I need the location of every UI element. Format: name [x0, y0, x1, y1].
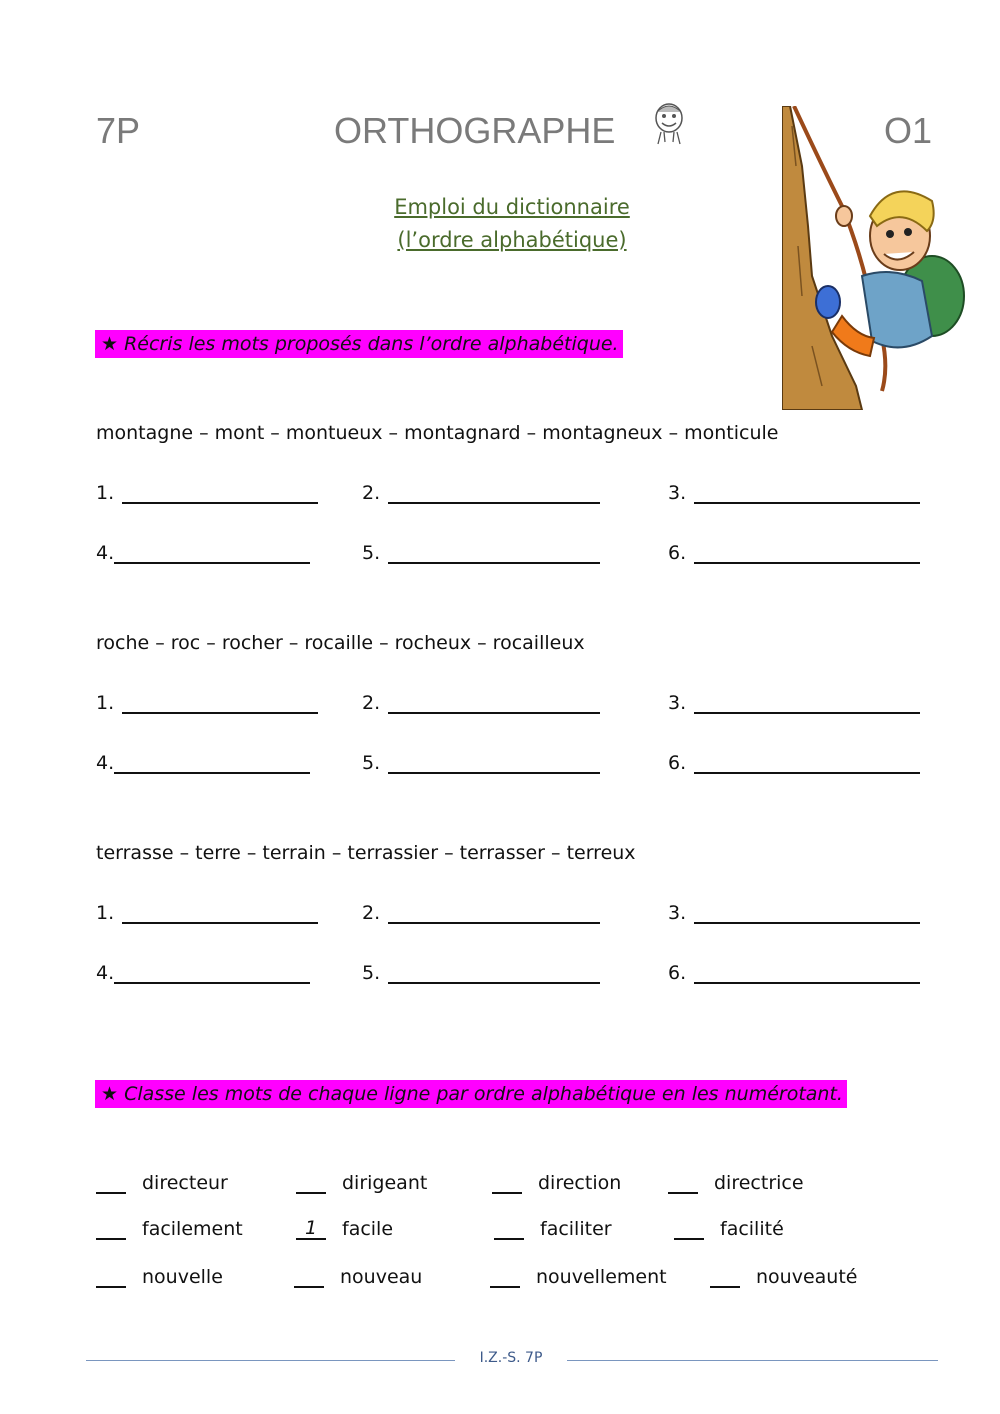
exercise-2-instruction: ★ Classe les mots de chaque ligne par ordre alphabétique en les numérotant. — [95, 1080, 847, 1108]
answer-slot-2-4[interactable]: 4. — [96, 752, 310, 774]
classify-item[interactable]: directrice — [668, 1172, 804, 1194]
answer-slot-1-1[interactable]: 1. — [96, 482, 318, 504]
footer-text: I.Z.-S. 7P — [455, 1350, 567, 1366]
answer-slot-1-4[interactable]: 4. — [96, 542, 310, 564]
classify-item[interactable]: faciliter — [494, 1218, 612, 1240]
answer-slot-2-3[interactable]: 3. — [668, 692, 920, 714]
exercise-1-instruction: ★ Récris les mots proposés dans l’ordre alphabétique. — [95, 330, 623, 358]
answer-slot-3-6[interactable]: 6. — [668, 962, 920, 984]
word-list-1: montagne – mont – montueux – montagnard – montagneux – monticule — [96, 422, 779, 444]
answer-slot-1-6[interactable]: 6. — [668, 542, 920, 564]
classify-item[interactable]: dirigeant — [296, 1172, 427, 1194]
answer-slot-3-4[interactable]: 4. — [96, 962, 310, 984]
classify-item[interactable]: facilement — [96, 1218, 243, 1240]
answer-slot-3-5[interactable]: 5. — [362, 962, 600, 984]
answer-slot-2-1[interactable]: 1. — [96, 692, 318, 714]
answer-slot-1-3[interactable]: 3. — [668, 482, 920, 504]
answer-slot-3-1[interactable]: 1. — [96, 902, 318, 924]
answer-slot-2-2[interactable]: 2. — [362, 692, 600, 714]
answer-slot-3-3[interactable]: 3. — [668, 902, 920, 924]
climber-illustration — [782, 106, 968, 410]
classify-item[interactable]: direction — [492, 1172, 621, 1194]
worksheet-code: O1 — [884, 110, 933, 151]
smiling-face-icon — [644, 98, 694, 148]
classify-item[interactable]: nouvellement — [490, 1266, 667, 1288]
level-label: 7P — [96, 110, 141, 151]
answer-slot-3-2[interactable]: 2. — [362, 902, 600, 924]
answer-slot-2-6[interactable]: 6. — [668, 752, 920, 774]
page-title: ORTHOGRAPHE — [334, 110, 616, 151]
subtitle-line-2: (l’ordre alphabétique) — [397, 228, 627, 252]
classify-item[interactable]: facilité — [674, 1218, 784, 1240]
answer-slot-2-5[interactable]: 5. — [362, 752, 600, 774]
word-list-2: roche – roc – rocher – rocaille – rocheux – rocailleux — [96, 632, 585, 654]
word-list-3: terrasse – terre – terrain – terrassier – terrasser – terreux — [96, 842, 636, 864]
answer-slot-1-5[interactable]: 5. — [362, 542, 600, 564]
classify-item[interactable]: directeur — [96, 1172, 228, 1194]
answer-slot-1-2[interactable]: 2. — [362, 482, 600, 504]
classify-item[interactable]: nouveau — [294, 1266, 422, 1288]
classify-item[interactable]: nouveauté — [710, 1266, 857, 1288]
subtitle-line-1: Emploi du dictionnaire — [394, 195, 630, 219]
classify-item[interactable]: nouvelle — [96, 1266, 223, 1288]
classify-item[interactable]: 1 facile — [296, 1218, 393, 1240]
